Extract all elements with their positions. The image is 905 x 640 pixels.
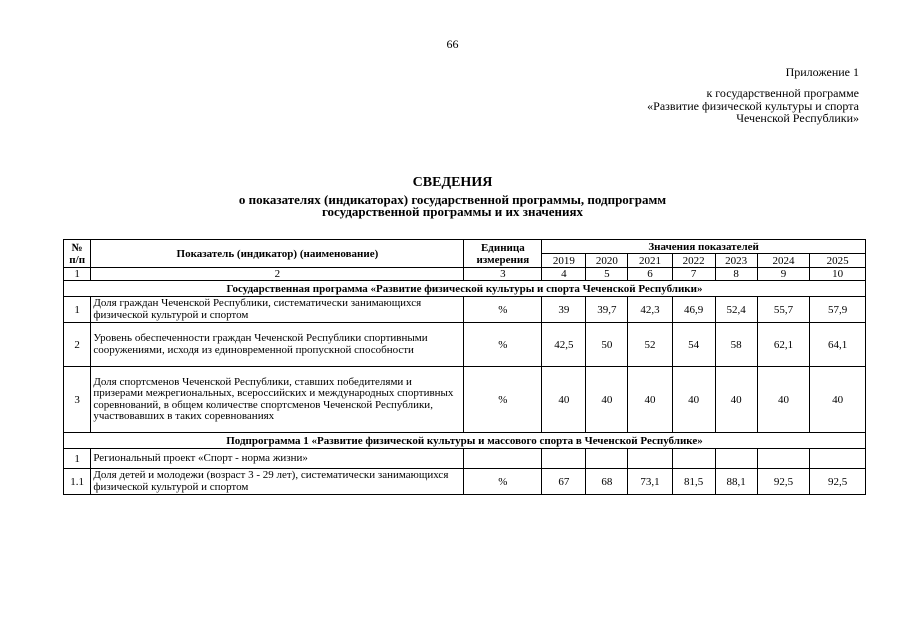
section-row (64, 281, 866, 297)
value-cell: 52 (628, 323, 672, 367)
column-number: 7 (672, 268, 715, 281)
indicator-name: Уровень обеспеченности граждан Чеченской Республики спортивными сооружениями, исходя из единовременной пропускной способности (91, 323, 464, 367)
appendix-line: Чеченской Республики» (736, 111, 859, 125)
header-year: 2021 (628, 254, 672, 268)
appendix-line: «Развитие физической культуры и спорта (647, 98, 859, 113)
column-number: 3 (464, 268, 542, 281)
value-cell: 50 (586, 323, 628, 367)
column-number: 6 (628, 268, 672, 281)
value-cell: 39,7 (586, 297, 628, 323)
indicator-name: Доля граждан Чеченской Республики, систематически занимающихся физической культурой и спортом (91, 297, 464, 323)
document-subtitle (0, 194, 905, 218)
value-cell (672, 449, 715, 469)
table-row (64, 469, 866, 495)
value-cell: 88,1 (715, 469, 757, 495)
value-cell: 64,1 (810, 323, 866, 367)
column-number: 5 (586, 268, 628, 281)
header-indicator: Показатель (индикатор) (наименование) (91, 240, 464, 268)
table-row (64, 449, 866, 469)
header-year: 2022 (672, 254, 715, 268)
column-number: 8 (715, 268, 757, 281)
header-values: Значения показателей (542, 240, 866, 254)
value-cell (810, 449, 866, 469)
header-unit: Единица измерения (464, 240, 542, 268)
value-cell: 40 (810, 367, 866, 433)
unit: % (464, 469, 542, 495)
row-number: 1 (64, 449, 91, 469)
header-year: 2023 (715, 254, 757, 268)
value-cell: 81,5 (672, 469, 715, 495)
unit: % (464, 367, 542, 433)
header-year: 2020 (586, 254, 628, 268)
value-cell (542, 449, 586, 469)
section-row (64, 433, 866, 449)
value-cell: 57,9 (810, 297, 866, 323)
value-cell: 92,5 (810, 469, 866, 495)
value-cell: 68 (586, 469, 628, 495)
value-cell: 92,5 (757, 469, 810, 495)
indicator-name: Доля детей и молодежи (возраст 3 - 29 лет), систематически занимающихся физической культурой и спортом (91, 469, 464, 495)
appendix-line: к государственной программе (706, 86, 859, 100)
section-subprogram-title: Подпрограмма 1 «Развитие физической культуры и массового спорта в Чеченской Республике» (64, 433, 866, 449)
column-number: 1 (64, 268, 91, 281)
indicator-name: Доля спортсменов Чеченской Республики, ставших победителями и призерами межрегиональных, всероссийских и международных спортивных соревнований, в общем количестве спортсменов Чеченской Республики, участвовавших в таких соревнованиях (91, 367, 464, 433)
value-cell: 54 (672, 323, 715, 367)
row-number: 3 (64, 367, 91, 433)
subtitle-line: о показателях (индикаторах) государственной программы, подпрограмм (238, 192, 667, 207)
value-cell: 62,1 (757, 323, 810, 367)
value-cell: 58 (715, 323, 757, 367)
column-number: 2 (91, 268, 464, 281)
value-cell: 40 (542, 367, 586, 433)
header-year: 2025 (810, 254, 866, 268)
value-cell: 52,4 (715, 297, 757, 323)
value-cell: 40 (715, 367, 757, 433)
unit: % (464, 323, 542, 367)
unit: % (464, 297, 542, 323)
document-title: СВЕДЕНИЯ (412, 175, 493, 190)
value-cell: 40 (757, 367, 810, 433)
column-number-row (64, 268, 866, 281)
column-number: 9 (757, 268, 810, 281)
value-cell: 73,1 (628, 469, 672, 495)
value-cell: 67 (542, 469, 586, 495)
value-cell: 55,7 (757, 297, 810, 323)
value-cell: 42,5 (542, 323, 586, 367)
value-cell: 42,3 (628, 297, 672, 323)
unit (464, 449, 542, 469)
value-cell: 40 (628, 367, 672, 433)
section-program-title: Государственная программа «Развитие физической культуры и спорта Чеченской Республики» (64, 281, 866, 297)
value-cell: 40 (672, 367, 715, 433)
value-cell (586, 449, 628, 469)
column-number: 10 (810, 268, 866, 281)
indicators-table (63, 239, 866, 495)
table-row (64, 367, 866, 433)
header-year: 2019 (542, 254, 586, 268)
value-cell (715, 449, 757, 469)
page-number: 66 (446, 37, 459, 51)
appendix-reference (647, 87, 859, 125)
table-row (64, 297, 866, 323)
value-cell (628, 449, 672, 469)
row-number: 2 (64, 323, 91, 367)
value-cell: 46,9 (672, 297, 715, 323)
header-year: 2024 (757, 254, 810, 268)
project-name: Региональный проект «Спорт - норма жизни» (91, 449, 464, 469)
header-number: № п/п (64, 240, 91, 268)
subtitle-line: государственной программы и их значениях (321, 204, 584, 219)
value-cell: 39 (542, 297, 586, 323)
value-cell (757, 449, 810, 469)
appendix-title: Приложение 1 (785, 65, 859, 79)
value-cell: 40 (586, 367, 628, 433)
row-number: 1 (64, 297, 91, 323)
row-number: 1.1 (64, 469, 91, 495)
table-row (64, 323, 866, 367)
column-number: 4 (542, 268, 586, 281)
